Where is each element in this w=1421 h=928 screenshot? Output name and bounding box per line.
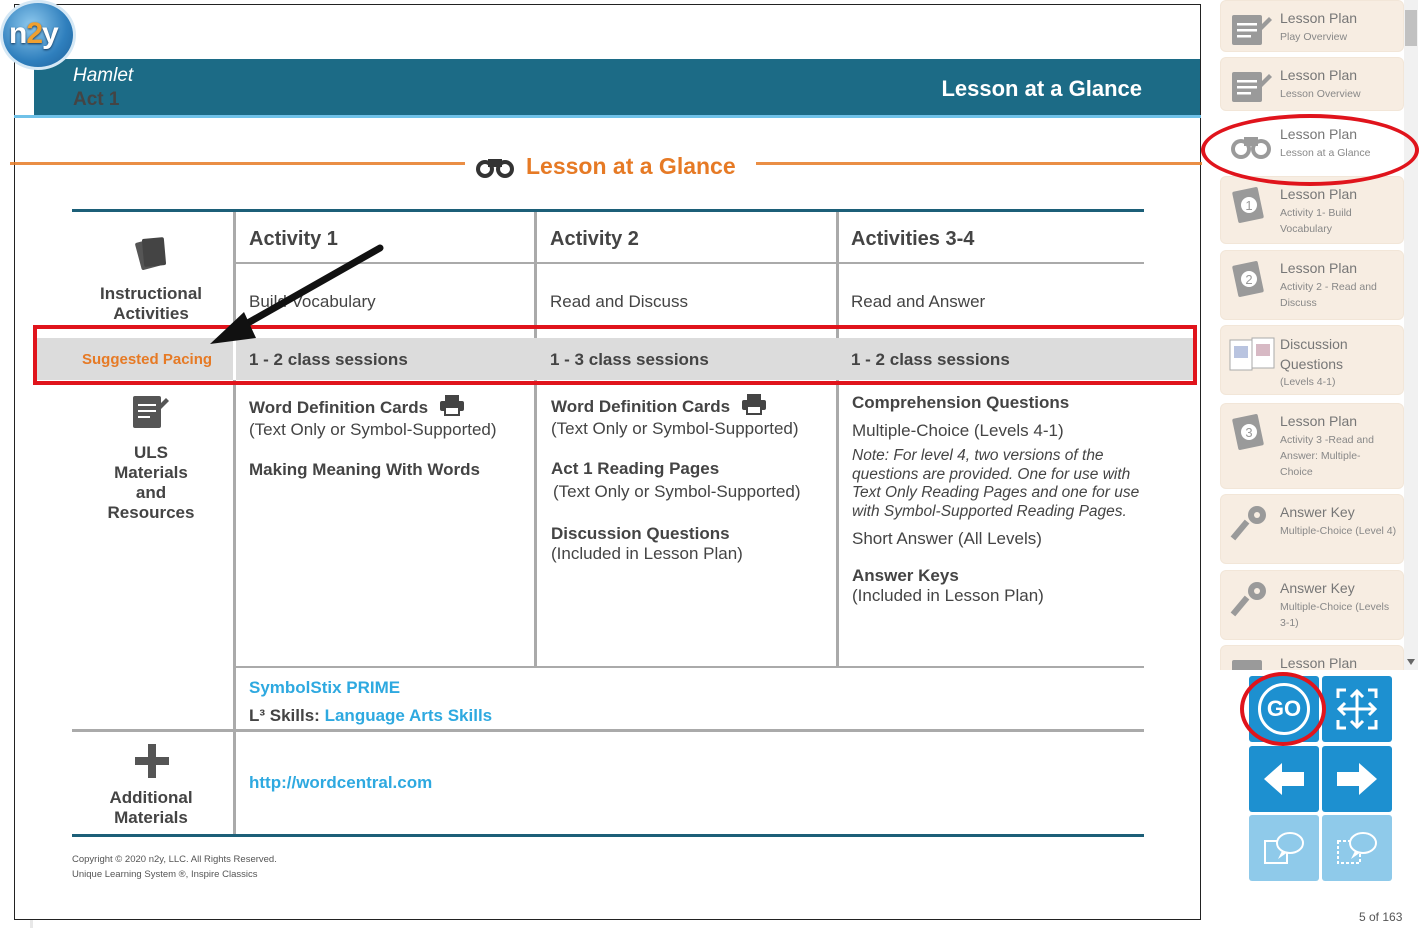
answer-keys-title: Answer Keys <box>852 566 959 585</box>
n2y-logo[interactable] <box>0 0 76 70</box>
column-header-activities-3-4: Activities 3-4 <box>851 228 975 250</box>
dashed-note-button[interactable] <box>1322 815 1392 881</box>
wordcentral-link[interactable]: http://wordcentral.com <box>249 773 433 792</box>
header-title: Lesson at a Glance <box>941 76 1142 101</box>
activity-2-text: Read and Discuss <box>550 292 688 311</box>
reading-pages-title: Act 1 Reading Pages <box>551 459 720 478</box>
reading-pages-sub: (Text Only or Symbol-Supported) <box>553 482 801 501</box>
svg-text:3: 3 <box>1245 425 1253 440</box>
section-title <box>474 151 756 181</box>
act-title: Act 1 <box>73 89 120 110</box>
table-bottom-rule <box>72 834 1144 837</box>
logo-text: n2y <box>9 17 58 50</box>
sidebar-scrollbar[interactable] <box>1404 0 1418 670</box>
sidebar-item-subtitle: (Levels 4-1) <box>1280 376 1336 388</box>
discussion-questions-sub: (Included in Lesson Plan) <box>551 544 743 563</box>
copyright-line-2: Unique Learning System ®, Inspire Classics <box>72 869 258 880</box>
sidebar-item-activity-1[interactable] <box>1220 176 1404 244</box>
scroll-down-icon[interactable] <box>1406 658 1416 666</box>
l3-skills-line <box>249 706 492 726</box>
table-rule <box>236 666 1144 668</box>
column-header-activity-1: Activity 1 <box>249 228 338 250</box>
lesson-plan-icon <box>1229 654 1273 670</box>
arrow-left-icon <box>1262 761 1306 797</box>
activity-2-icon <box>1229 259 1273 299</box>
symbolstix-link[interactable]: SymbolStix PRIME <box>249 678 401 697</box>
sidebar-item-lesson-overview[interactable] <box>1220 57 1404 111</box>
sidebar-item-title: Lesson Plan <box>1280 67 1358 83</box>
go-button[interactable]: GO <box>1258 683 1310 735</box>
previous-page-button[interactable] <box>1249 746 1319 812</box>
page-thumbnail-sidebar[interactable] <box>1215 0 1421 670</box>
key-icon <box>1229 579 1273 619</box>
sidebar-item-subtitle: Activity 1- Build Vocabulary <box>1280 207 1352 235</box>
materials-activities-3-4 <box>852 393 1140 606</box>
page-count: 5 of 163 <box>1359 910 1403 924</box>
pacing-activity-2: 1 - 3 class sessions <box>550 350 709 369</box>
word-definition-cards-sub-2: (Text Only or Symbol-Supported) <box>551 419 799 438</box>
table-divider <box>534 212 537 667</box>
sidebar-item-title: Lesson Plan <box>1280 655 1358 670</box>
sidebar-item-title: Lesson Plan <box>1280 10 1358 26</box>
comprehension-questions-sub: Multiple-Choice (Levels 4-1) <box>852 421 1064 440</box>
sidebar-item-lesson-plan[interactable] <box>1220 645 1404 670</box>
move-arrows-icon <box>1334 686 1380 732</box>
row-label-instructional-activities: Instructional Activities <box>99 284 202 323</box>
activity-1-text: Build Vocabulary <box>249 292 376 311</box>
printer-icon[interactable] <box>439 394 465 416</box>
activity-3-icon <box>1229 412 1273 452</box>
document-header <box>34 59 1200 115</box>
printer-icon[interactable] <box>741 393 767 415</box>
speech-bubble-dashed-icon <box>1335 829 1379 867</box>
sidebar-item-subtitle: Multiple-Choice (Levels 3-1) <box>1280 601 1390 629</box>
word-definition-cards-title-2: Word Definition Cards <box>551 397 731 416</box>
pacing-activity-1: 1 - 2 class sessions <box>249 350 408 369</box>
sidebar-item-activity-2[interactable] <box>1220 250 1404 320</box>
row-label-uls-materials: ULS Materials and Resources <box>107 443 195 522</box>
arrow-right-icon <box>1335 761 1379 797</box>
sidebar-item-title: Lesson Plan <box>1280 186 1358 202</box>
lesson-plan-icon <box>1229 9 1273 49</box>
sidebar-scroll-thumb[interactable] <box>1405 10 1417 46</box>
sidebar-highlight-circle <box>1201 114 1419 186</box>
short-answer-text: Short Answer (All Levels) <box>852 529 1042 548</box>
next-page-button[interactable] <box>1322 746 1392 812</box>
sidebar-item-title: Discussion Questions <box>1280 336 1348 372</box>
sidebar-item-subtitle: Play Overview <box>1280 31 1348 43</box>
materials-activity-1 <box>249 394 529 480</box>
discussion-thumbnail-icon <box>1225 334 1275 374</box>
sidebar-item-discussion-questions[interactable] <box>1220 325 1404 395</box>
word-definition-cards-title: Word Definition Cards <box>249 398 429 417</box>
l3-skills-label: L³ Skills: <box>249 706 320 725</box>
level-4-note: Note: For level 4, two versions of the questions are provided. One for use with Text Only Reading Pages and one for use with Symbol-Supported Reading Pages. <box>852 447 1140 520</box>
sidebar-item-title: Answer Key <box>1280 580 1355 596</box>
row-label-additional-materials: Additional Materials <box>109 788 193 827</box>
table-rule <box>72 729 1144 732</box>
sidebar-item-activity-3[interactable] <box>1220 403 1404 489</box>
row-label-suggested-pacing: Suggested Pacing <box>82 351 213 368</box>
svg-text:2: 2 <box>1245 272 1253 287</box>
materials-activity-2 <box>551 393 833 564</box>
sidebar-item-title: Lesson Plan <box>1280 260 1358 276</box>
sidebar-item-subtitle: Activity 2 - Read and Discuss <box>1280 281 1377 309</box>
copyright-line-1: Copyright © 2020 n2y, LLC. All Rights Reserved. <box>72 854 277 865</box>
table-divider <box>836 212 839 667</box>
making-meaning-title: Making Meaning With Words <box>249 460 480 479</box>
section-rule-left <box>10 162 465 165</box>
sidebar-item-subtitle: Activity 3 -Read and Answer: Multiple-Choice <box>1280 434 1374 478</box>
header-underline <box>14 115 1201 118</box>
word-definition-cards-sub: (Text Only or Symbol-Supported) <box>249 420 497 439</box>
sidebar-item-answer-key-level-4[interactable] <box>1220 494 1404 564</box>
activity-1-icon <box>1229 185 1273 225</box>
binoculars-icon <box>474 153 516 179</box>
speech-bubble-note-icon <box>1262 829 1306 867</box>
discussion-questions-title: Discussion Questions <box>551 524 730 543</box>
books-icon <box>134 234 170 272</box>
sidebar-item-title: Answer Key <box>1280 504 1355 520</box>
pacing-activities-3-4: 1 - 2 class sessions <box>851 350 1010 369</box>
sidebar-item-title: Lesson Plan <box>1280 126 1358 142</box>
annotation-arrow <box>200 240 390 350</box>
key-icon <box>1229 503 1273 543</box>
lesson-plan-icon <box>1229 66 1273 106</box>
sidebar-item-subtitle: Lesson at a Glance <box>1280 147 1371 159</box>
section-title-text: Lesson at a Glance <box>526 152 736 179</box>
column-header-activity-2: Activity 2 <box>550 228 639 250</box>
sidebar-item-answer-key-levels-3-1[interactable] <box>1220 570 1404 640</box>
sidebar-item-play-overview[interactable] <box>1220 0 1404 52</box>
play-title: Hamlet <box>73 65 134 86</box>
plus-icon <box>133 742 171 780</box>
sidebar-item-subtitle: Multiple-Choice (Level 4) <box>1280 525 1397 537</box>
activity-3-4-text: Read and Answer <box>851 292 986 311</box>
comprehension-questions-title: Comprehension Questions <box>852 393 1070 412</box>
sidebar-item-subtitle: Lesson Overview <box>1280 88 1361 100</box>
clipboard-icon <box>130 392 170 432</box>
svg-text:1: 1 <box>1245 198 1253 213</box>
fullscreen-button[interactable] <box>1322 676 1392 742</box>
sidebar-item-title: Lesson Plan <box>1280 413 1358 429</box>
answer-keys-sub: (Included in Lesson Plan) <box>852 586 1044 605</box>
copyright <box>72 852 277 882</box>
section-rule-right <box>756 162 1202 165</box>
note-button[interactable] <box>1249 815 1319 881</box>
language-arts-skills-link[interactable]: Language Arts Skills <box>324 706 493 725</box>
go-highlight-circle <box>1240 672 1326 746</box>
